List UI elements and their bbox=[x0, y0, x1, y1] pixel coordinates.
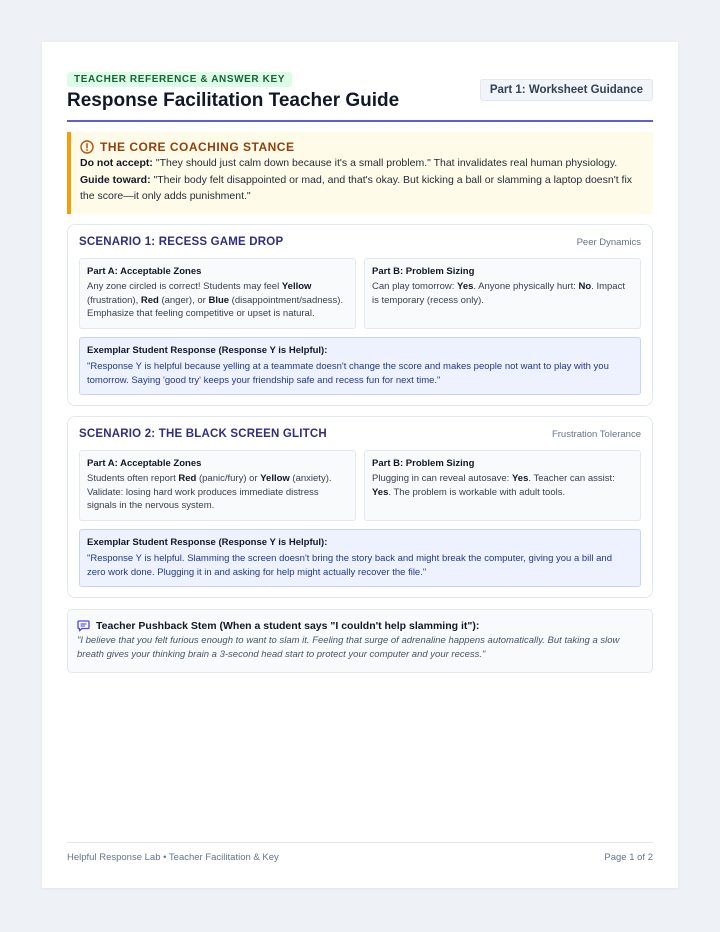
scenario-header bbox=[79, 426, 641, 446]
part-a-box bbox=[79, 450, 356, 521]
scenario-category-tag: Peer Dynamics bbox=[576, 237, 641, 248]
chat-bubble-icon bbox=[77, 619, 90, 632]
pushback-text: "I believe that you felt furious enough to want to slam it. Feeling that surge of adrenaline happens automatically. But taking a slow breath gives your thinking brain a 3-second head start to protect your computer and your recess." bbox=[77, 635, 620, 660]
part-b-box bbox=[364, 450, 641, 521]
page-number: Page 1 of 2 bbox=[604, 852, 653, 863]
reference-tag: TEACHER REFERENCE & ANSWER KEY bbox=[67, 72, 292, 87]
scenario-title: SCENARIO 2: THE BLACK SCREEN GLITCH bbox=[79, 428, 327, 440]
exemplar-response-box bbox=[79, 529, 641, 587]
part-a-title: Part A: Acceptable Zones bbox=[87, 458, 202, 469]
alert-circle-icon bbox=[80, 140, 94, 154]
scenario-header bbox=[79, 234, 641, 254]
part-b-text: Plugging in can reveal autosave: Yes. Teacher can assist: Yes. The problem is workable with adult tools. bbox=[372, 473, 615, 498]
part-badge: Part 1: Worksheet Guidance bbox=[480, 79, 653, 101]
exemplar-title: Exemplar Student Response (Response Y is Helpful): bbox=[87, 345, 328, 356]
stance-do-not-accept: Do not accept: "They should just calm down because it's a small problem." That invalidates real human physiology. bbox=[80, 157, 618, 169]
page-content bbox=[67, 72, 653, 673]
part-b-box bbox=[364, 258, 641, 329]
page-footer bbox=[67, 842, 653, 864]
pushback-title: Teacher Pushback Stem (When a student says "I couldn't help slamming it"): bbox=[96, 619, 480, 632]
document-page bbox=[42, 42, 678, 888]
part-b-title: Part B: Problem Sizing bbox=[372, 458, 475, 469]
scenario-card-1 bbox=[67, 224, 653, 406]
part-b-title: Part B: Problem Sizing bbox=[372, 266, 475, 277]
scenario-category-tag: Frustration Tolerance bbox=[551, 429, 641, 440]
exemplar-response-box bbox=[79, 337, 641, 395]
scenario-card-2 bbox=[67, 416, 653, 598]
part-a-text: Students often report Red (panic/fury) or Yellow (anxiety). Validate: losing hard work produces immediate distress signals in the nervous system. bbox=[87, 473, 332, 511]
coaching-stance-callout bbox=[67, 132, 653, 214]
scenario-parts bbox=[79, 258, 641, 329]
exemplar-text: "Response Y is helpful because yelling at a teammate doesn't change the score and makes people not want to play with you tomorrow. Saying 'good try' keeps your friendship safe and recess fun for next time." bbox=[87, 361, 609, 386]
page-title: Response Facilitation Teacher Guide bbox=[67, 90, 400, 111]
footer-left-text: Helpful Response Lab • Teacher Facilitation & Key bbox=[67, 852, 279, 863]
scenario-parts bbox=[79, 450, 641, 521]
exemplar-text: "Response Y is helpful. Slamming the screen doesn't bring the story back and might break the computer, giving you a bill and zero work done. Plugging it in and asking for help might actually recover the file." bbox=[87, 553, 612, 578]
stance-title: THE CORE COACHING STANCE bbox=[100, 140, 295, 154]
stance-heading bbox=[80, 140, 643, 154]
part-a-box bbox=[79, 258, 356, 329]
stance-guide-toward: Guide toward: "Their body felt disappointed or mad, and that's okay. But kicking a ball or slamming a laptop doesn't fix the score—it only adds punishment." bbox=[80, 174, 633, 202]
part-b-text: Can play tomorrow: Yes. Anyone physically hurt: No. Impact is temporary (recess only). bbox=[372, 281, 625, 306]
part-a-title: Part A: Acceptable Zones bbox=[87, 266, 202, 277]
teacher-pushback-box bbox=[67, 609, 653, 673]
exemplar-title: Exemplar Student Response (Response Y is Helpful): bbox=[87, 537, 328, 548]
pushback-heading bbox=[77, 619, 643, 632]
part-a-text: Any zone circled is correct! Students may feel Yellow (frustration), Red (anger), or Blue (disappointment/sadness). Emphasize that feeling competitive or upset is natural. bbox=[87, 281, 344, 319]
page-header bbox=[67, 72, 653, 122]
scenario-title: SCENARIO 1: RECESS GAME DROP bbox=[79, 236, 284, 248]
